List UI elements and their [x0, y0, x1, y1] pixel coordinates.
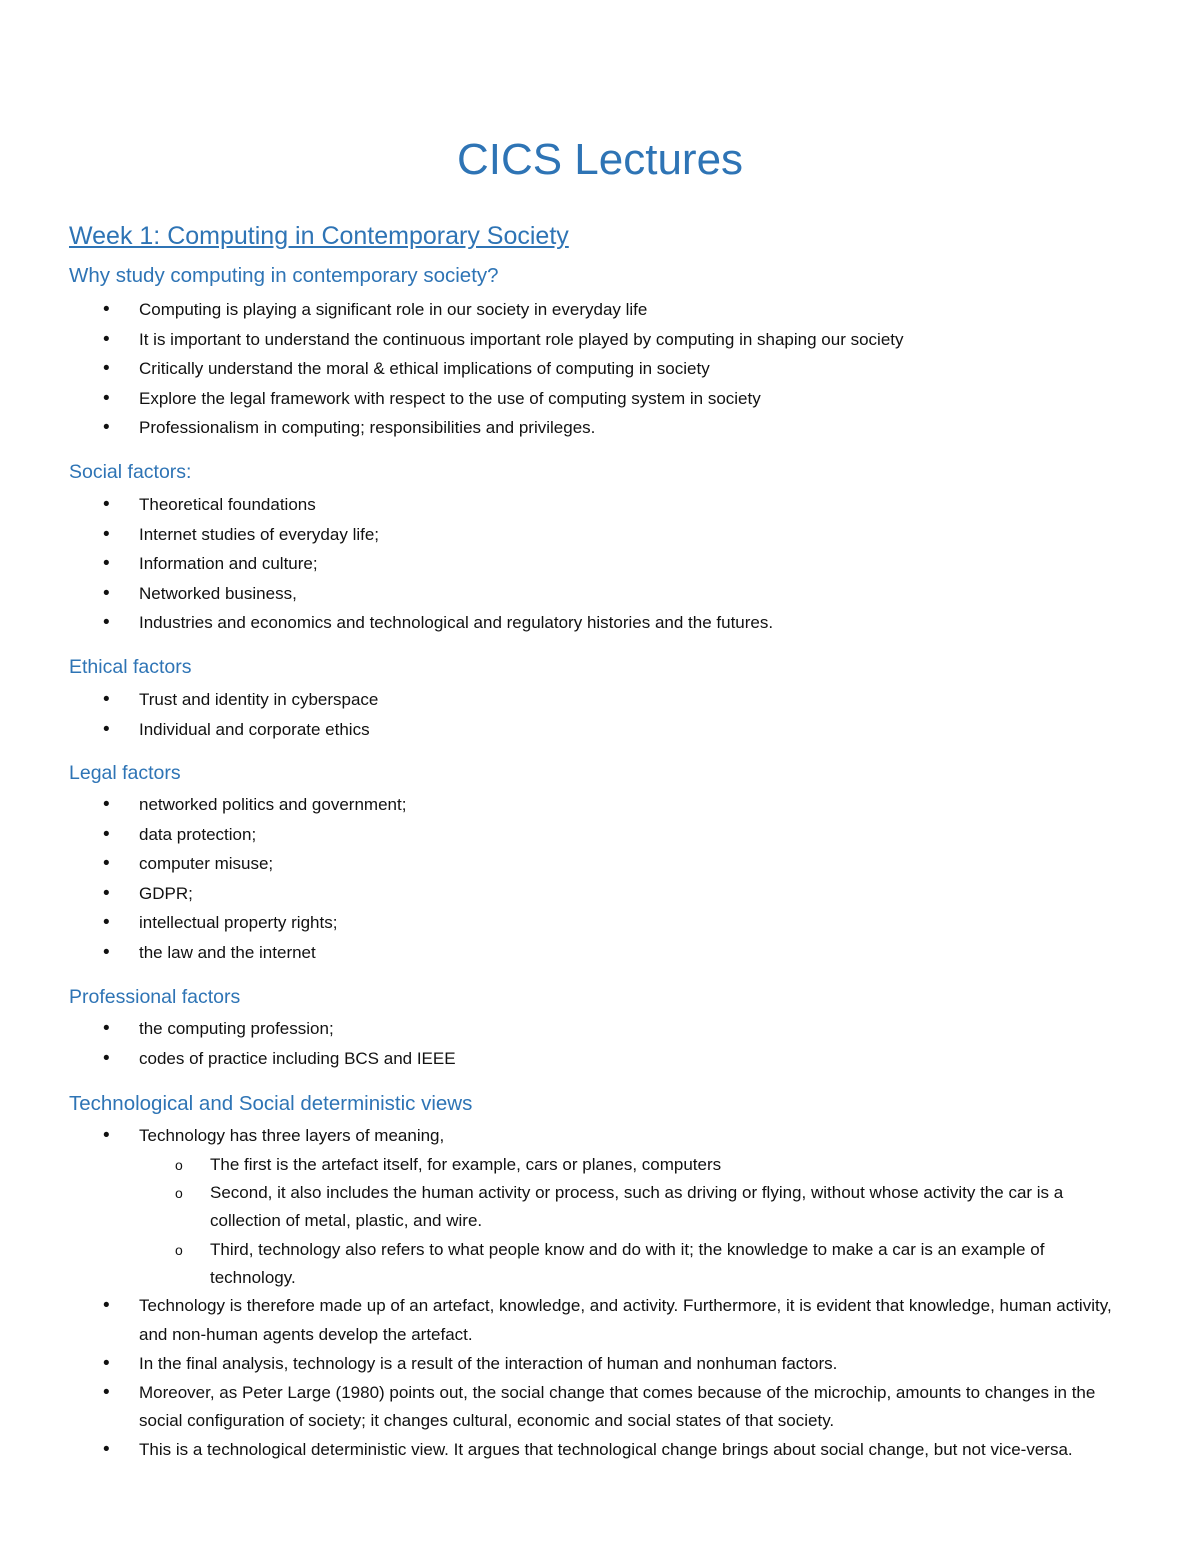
sub-list-item: o Third, technology also refers to what people know and do with it; the knowledge to make a car is an example of technology. — [139, 1236, 1130, 1293]
section-heading: Professional factors — [69, 986, 241, 1008]
list-item: • Moreover, as Peter Large (1980) points out, the social change that comes because of the microchip, amounts to changes in the social configuration of society; it changes cultural, economic and social states of that society. — [0, 1379, 1130, 1437]
list-item: • It is important to understand the continuous important role played by computing in shaping our society — [0, 325, 1130, 355]
bullet-list — [0, 295, 1130, 443]
list-item: • Computing is playing a significant role in our society in everyday life — [0, 295, 1130, 325]
bullet-list — [0, 1122, 1130, 1465]
list-item: • In the final analysis, technology is a result of the interaction of human and nonhuman factors. — [0, 1350, 1130, 1379]
list-item: • Explore the legal framework with respect to the use of computing system in society — [0, 384, 1130, 414]
list-item-text: Technology has three layers of meaning, — [139, 1126, 445, 1145]
section-heading: Technological and Social deterministic views — [69, 1092, 473, 1115]
list-item: • Internet studies of everyday life; — [0, 520, 1130, 550]
list-item: • Information and culture; — [0, 549, 1130, 579]
section-heading: Legal factors — [69, 762, 181, 784]
list-item — [0, 1122, 1130, 1292]
list-item: • Theoretical foundations — [0, 490, 1130, 520]
bullet-list — [0, 490, 1130, 638]
section-heading: Social factors: — [69, 461, 192, 483]
document-title: CICS Lectures — [456, 135, 744, 184]
list-item: • Critically understand the moral & ethical implications of computing in society — [0, 354, 1130, 384]
bullet-list — [0, 1014, 1130, 1073]
list-item: • codes of practice including BCS and IEEE — [0, 1044, 1130, 1074]
bullet-list — [0, 685, 1130, 744]
list-item: • the law and the internet — [0, 938, 1130, 968]
week-heading: Week 1: Computing in Contemporary Society — [69, 222, 569, 250]
section-heading: Why study computing in contemporary society? — [69, 264, 499, 287]
sub-list-item: o Second, it also includes the human activity or process, such as driving or flying, without whose activity the car is a collection of metal, plastic, and wire. — [139, 1179, 1130, 1236]
list-item: • Professionalism in computing; responsibilities and privileges. — [0, 413, 1130, 443]
list-item: • computer misuse; — [0, 849, 1130, 879]
list-item: • Networked business, — [0, 579, 1130, 609]
list-item: • Trust and identity in cyberspace — [0, 685, 1130, 715]
list-item: • Industries and economics and technological and regulatory histories and the futures. — [0, 608, 1130, 638]
bullet-list — [0, 790, 1130, 967]
sub-list — [139, 1151, 1130, 1292]
sub-list-item: o The first is the artefact itself, for example, cars or planes, computers — [139, 1151, 1130, 1179]
list-item: • This is a technological deterministic view. It argues that technological change brings about social change, but not vice-versa. — [0, 1436, 1130, 1465]
list-item: • data protection; — [0, 820, 1130, 850]
list-item: • the computing profession; — [0, 1014, 1130, 1044]
list-item: • GDPR; — [0, 879, 1130, 909]
list-item: • intellectual property rights; — [0, 908, 1130, 938]
list-item: • networked politics and government; — [0, 790, 1130, 820]
section-heading: Ethical factors — [69, 656, 192, 678]
list-item: • Technology is therefore made up of an artefact, knowledge, and activity. Furthermore, it is evident that knowledge, human activity, and non-human agents develop the artefact. — [0, 1292, 1130, 1350]
list-item: • Individual and corporate ethics — [0, 715, 1130, 745]
